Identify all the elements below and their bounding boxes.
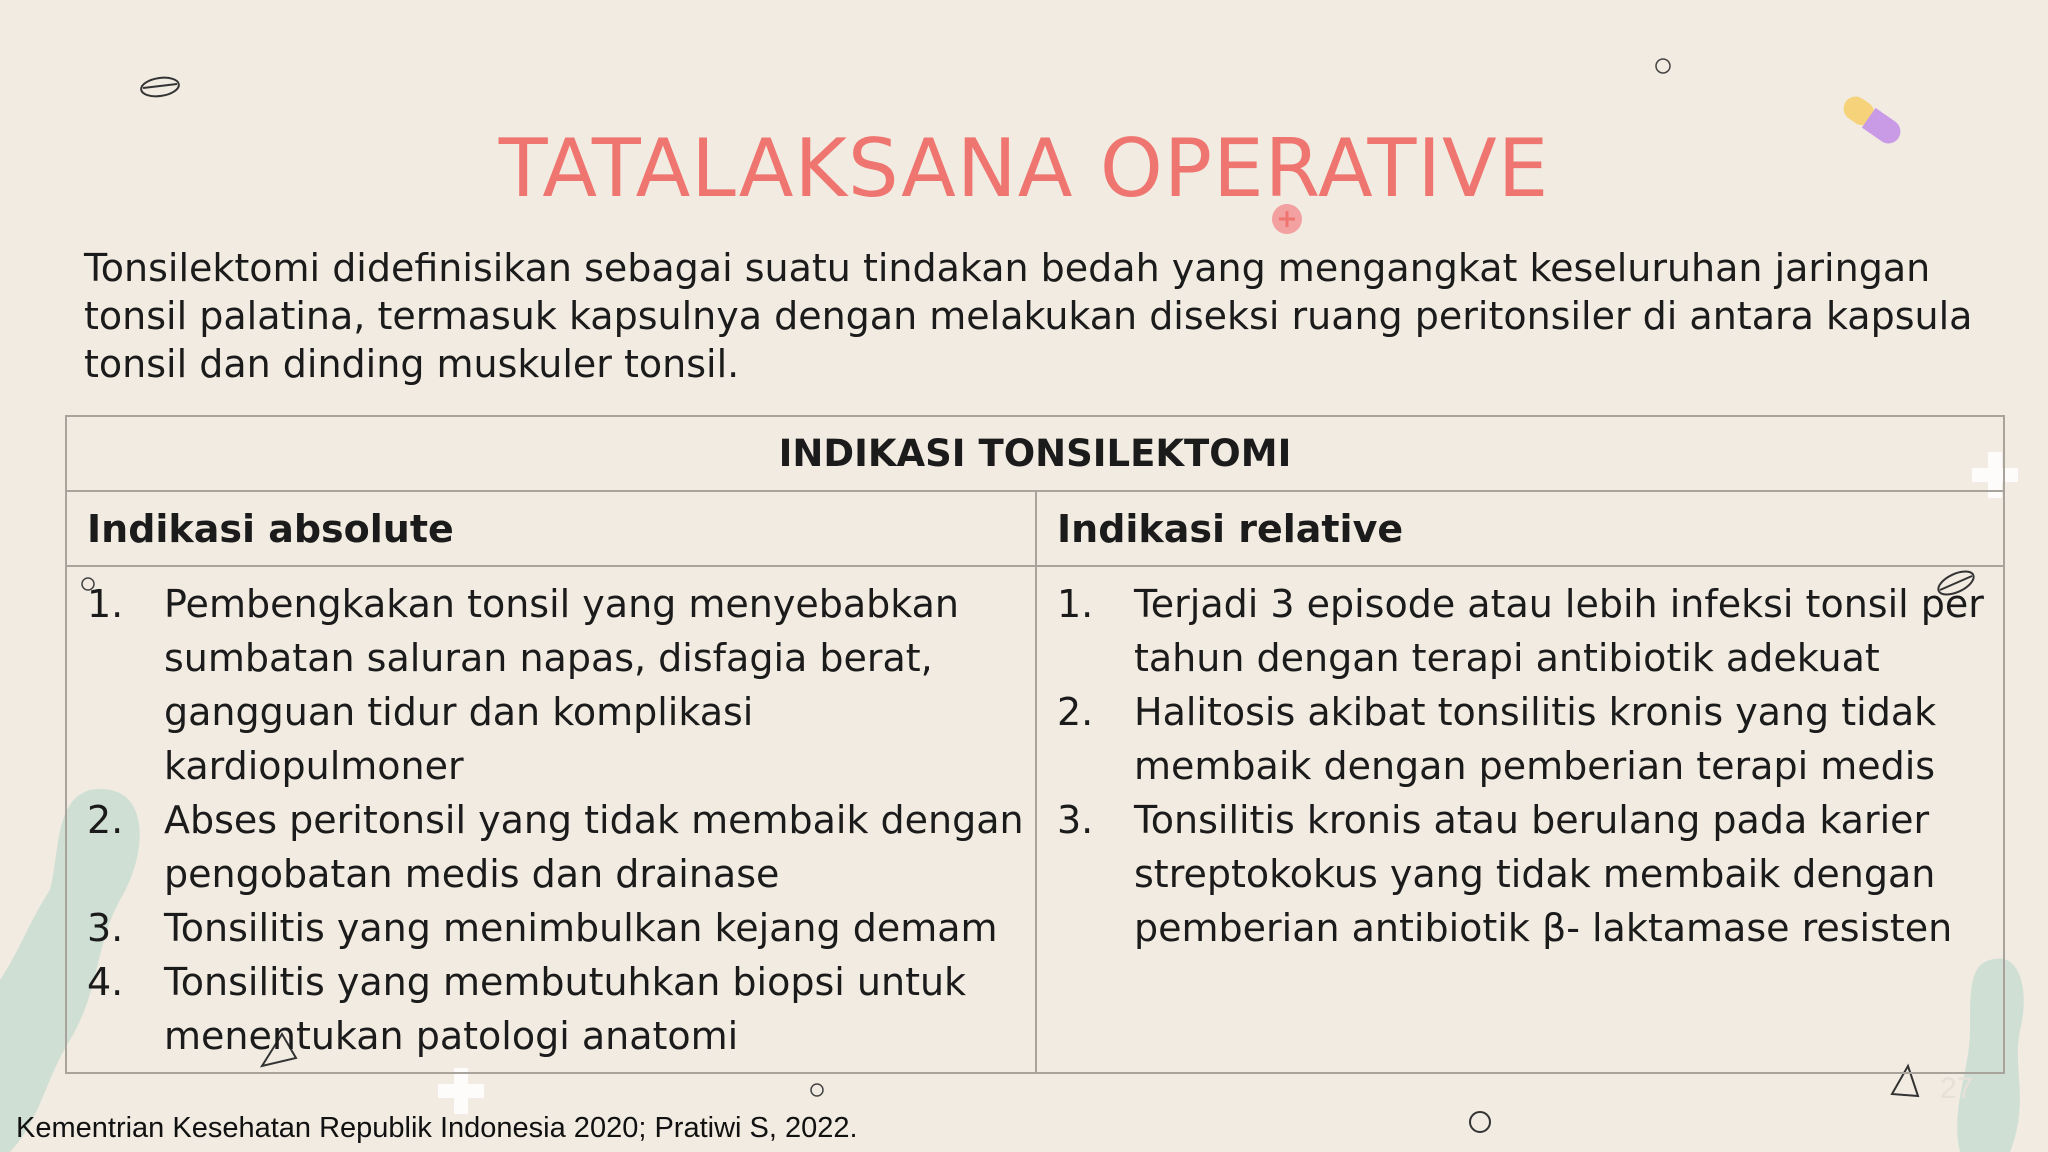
list-item	[87, 955, 1027, 1063]
list-number: 1.	[1057, 582, 1094, 626]
table-header: INDIKASI TONSILEKTOMI	[67, 417, 2003, 492]
column-divider	[1035, 492, 1037, 1074]
list-item-text: Abses peritonsil yang tidak membaik dengan pengobatan medis dan drainase	[164, 798, 1024, 896]
absolute-indications-list	[87, 567, 1027, 1063]
list-number: 1.	[87, 582, 124, 626]
indications-table	[65, 415, 2005, 1074]
list-item	[87, 793, 1027, 901]
list-number: 3.	[1057, 798, 1094, 842]
page-number: 27	[1940, 1072, 1974, 1105]
intro-paragraph: Tonsilektomi didefinisikan sebagai suatu tindakan bedah yang mengangkat keseluruhan jaringan tonsil palatina, termasuk kapsulnya dengan melakukan diseksi ruang peritonsiler di antara kapsula tonsil dan dinding muskuler tonsil.	[84, 246, 1973, 386]
list-item-text: Tonsilitis kronis atau berulang pada karier streptokokus yang tidak membaik dengan pemberian antibiotik β- laktamase resisten	[1134, 798, 1953, 950]
column-header-absolute: Indikasi absolute	[67, 492, 1037, 567]
small-circle-icon	[1654, 57, 1672, 75]
list-number: 2.	[1057, 690, 1094, 734]
list-item-text: Tonsilitis yang membutuhkan biopsi untuk menentukan patologi anatomi	[164, 960, 967, 1058]
list-item-text: Tonsilitis yang menimbulkan kejang demam	[164, 906, 998, 950]
list-item	[1057, 685, 1997, 793]
reference-footer: Kementrian Kesehatan Republik Indonesia 2020; Pratiwi S, 2022.	[16, 1112, 858, 1144]
list-item-text: Halitosis akibat tonsilitis kronis yang tidak membaik dengan pemberian terapi medis	[1134, 690, 1937, 788]
small-circle-icon	[809, 1082, 825, 1098]
list-item	[1057, 577, 1997, 685]
tablet-outline-icon	[136, 72, 184, 102]
list-number: 4.	[87, 960, 124, 1004]
list-item	[87, 901, 1027, 955]
relative-indications-list	[1057, 567, 1997, 955]
list-item	[87, 577, 1027, 793]
small-circle-icon	[1468, 1110, 1492, 1134]
column-header-relative: Indikasi relative	[1037, 492, 2005, 567]
list-number: 2.	[87, 798, 124, 842]
list-item-text: Pembengkakan tonsil yang menyebabkan sumbatan saluran napas, disfagia berat, gangguan tidur dan komplikasi kardiopulmoner	[164, 582, 959, 788]
list-item	[1057, 793, 1997, 955]
list-number: 3.	[87, 906, 124, 950]
slide-title: TATALAKSANA OPERATIVE	[498, 122, 1550, 215]
list-item-text: Terjadi 3 episode atau lebih infeksi tonsil per tahun dengan terapi antibiotik adekuat	[1134, 582, 1984, 680]
